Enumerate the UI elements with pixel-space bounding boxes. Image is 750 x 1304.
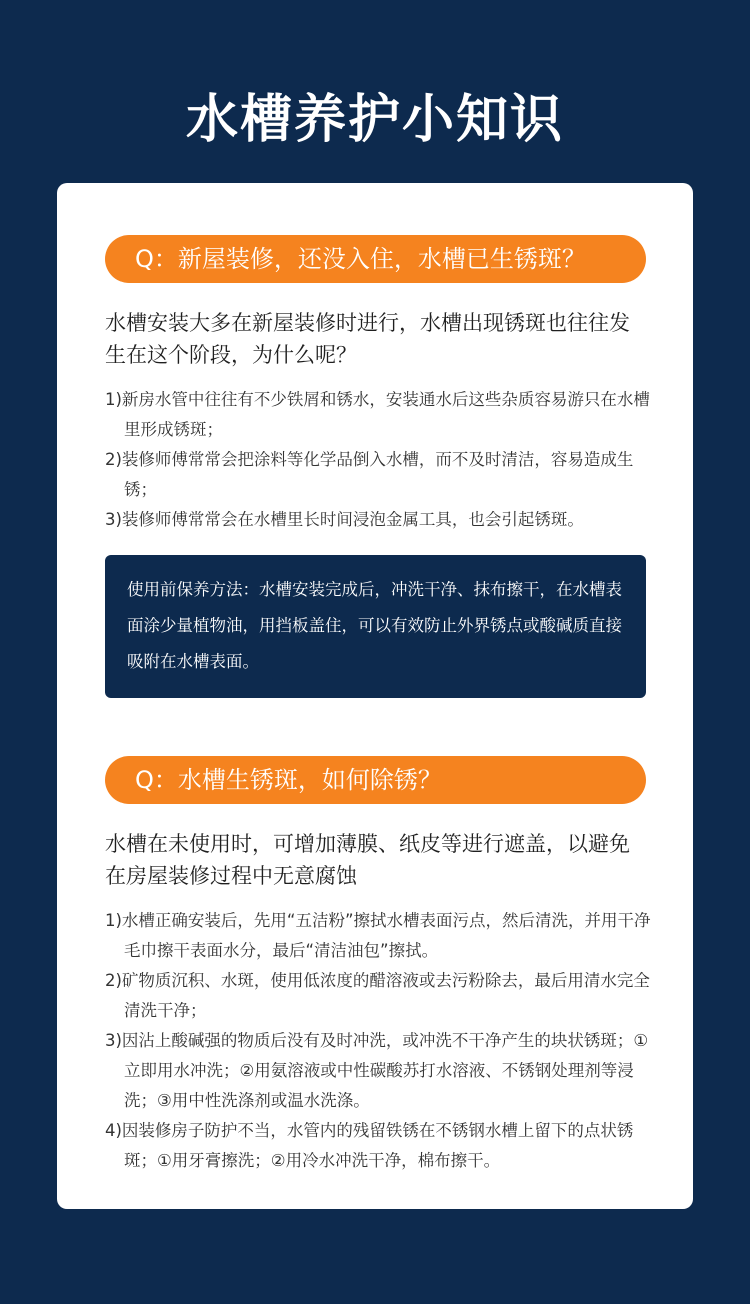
section2-lead: 水槽在未使用时，可增加薄膜、纸皮等进行遮盖，以避免在房屋装修过程中无意腐蚀 [105, 832, 630, 888]
section1-lead: 水槽安装大多在新屋装修时进行，水槽出现锈斑也往往发生在这个阶段，为什么呢？ [105, 311, 630, 367]
maintenance-tip-box: 使用前保养方法：水槽安装完成后，冲洗干净、抹布擦干，在水槽表面涂少量植物油，用挡板盖住，可以有效防止外界锈点或酸碱质直接吸附在水槽表面。 [105, 555, 646, 698]
list-item: 4)因装修房子防护不当，水管内的残留铁锈在不锈钢水槽上留下的点状锈斑；①用牙膏擦洗；②用冷水冲洗干净，棉布擦干。 [105, 1121, 634, 1170]
content-card [57, 183, 693, 1209]
question-banner-1: Q：新屋装修，还没入住，水槽已生锈斑？ [105, 235, 646, 283]
list-item: 2)装修师傅常常会把涂料等化学品倒入水槽，而不及时清洁，容易造成生锈； [105, 450, 634, 499]
section2-list [105, 906, 660, 1176]
list-item: 2)矿物质沉积、水斑，使用低浓度的醋溶液或去污粉除去，最后用清水完全清洗干净； [105, 971, 650, 1020]
list-item: 1)水槽正确安装后，先用“五洁粉”擦拭水槽表面污点，然后清洗，并用干净毛巾擦干表面水分，最后“清洁油包”擦拭。 [105, 911, 651, 960]
list-item: 3)因沾上酸碱强的物质后没有及时冲洗，或冲洗不干净产生的块状锈斑；①立即用水冲洗；②用氨溶液或中性碳酸苏打水溶液、不锈钢处理剂等浸洗；③用中性洗涤剂或温水洗涤。 [105, 1031, 649, 1110]
list-item: 1)新房水管中往往有不少铁屑和锈水，安装通水后这些杂质容易游只在水槽里形成锈斑； [105, 390, 650, 439]
section1-list [105, 385, 660, 535]
page-title: 水槽养护小知识 [185, 90, 564, 150]
list-item: 3)装修师傅常常会在水槽里长时间浸泡金属工具，也会引起锈斑。 [105, 510, 584, 529]
question-banner-2: Q：水槽生锈斑，如何除锈？ [105, 756, 646, 804]
